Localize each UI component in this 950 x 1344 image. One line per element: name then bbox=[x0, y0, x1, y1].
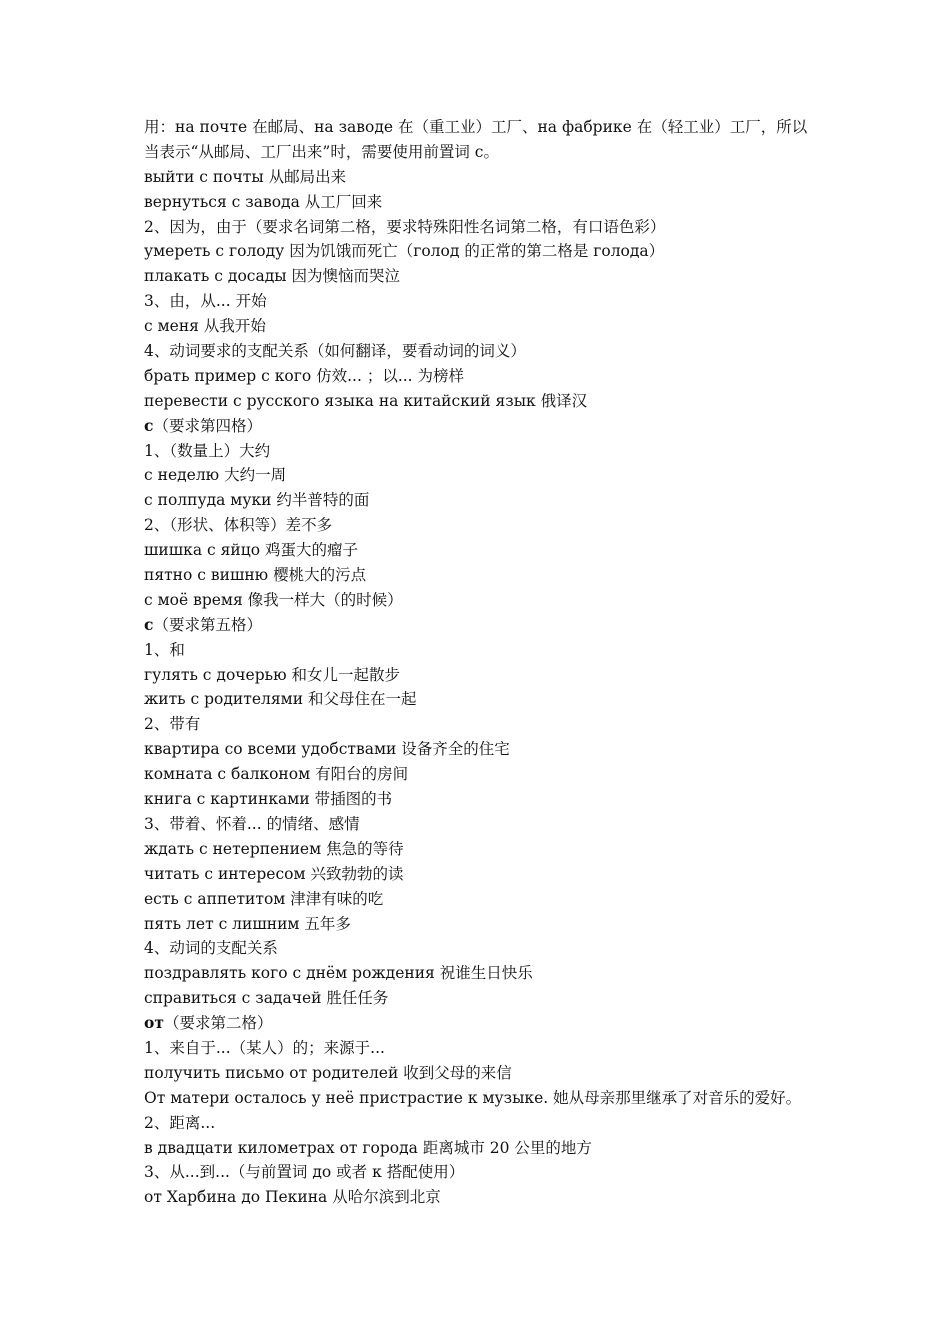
text-line: выйти с почты 从邮局出来 bbox=[144, 167, 347, 186]
text-line: 3、从...到...（与前置词 до 或者 к 搭配使用） bbox=[144, 1163, 465, 1182]
preposition-label: с bbox=[144, 415, 154, 435]
text-line: 2、距离... bbox=[144, 1113, 216, 1132]
text-line: комната с балконом 有阳台的房间 bbox=[144, 765, 409, 784]
text-line: с неделю 大约一周 bbox=[144, 466, 287, 485]
text-line: получить письмо от родителей 收到父母的来信 bbox=[144, 1063, 512, 1082]
text-line: брать пример с кого 仿效... ；以... 为榜样 bbox=[144, 366, 465, 385]
text-line: с полпуда муки 约半普特的面 bbox=[144, 491, 370, 510]
text-line: плакать с досады 因为懊恼而哭泣 bbox=[144, 267, 401, 286]
text-line: перевести с русского языка на китайский язык 俄译汉 bbox=[144, 391, 588, 410]
text-line: умереть с голоду 因为饥饿而死亡（голод 的正常的第二格是 голода） bbox=[144, 242, 665, 261]
text-line: справиться с задачей 胜任任务 bbox=[144, 989, 389, 1008]
text-line: 4、动词要求的支配关系（如何翻译，要看动词的词义） bbox=[144, 342, 526, 361]
text-line: 用：на почте 在邮局、на заводе 在（重工业）工厂、на фабрике 在（轻工业）工厂，所以 bbox=[144, 118, 808, 136]
text-line: с меня 从我开始 bbox=[144, 317, 266, 336]
text-line: есть с аппетитом 津津有味的吃 bbox=[144, 889, 384, 908]
text-line: гулять с дочерью 和女儿一起散步 bbox=[144, 665, 400, 684]
text-line: вернуться с завода 从工厂回来 bbox=[144, 192, 383, 211]
text-line: 4、动词的支配关系 bbox=[144, 939, 278, 958]
text-line: жить с родителями 和父母住在一起 bbox=[144, 690, 417, 709]
text-line: 当表示“从邮局、工厂出来”时，需要使用前置词 с。 bbox=[144, 142, 499, 161]
section-heading: с（要求第四格） bbox=[144, 415, 262, 435]
text-line: 2、因为，由于（要求名词第二格，要求特殊阳性名词第二格，有口语色彩） bbox=[144, 217, 666, 236]
text-line: 3、带着、怀着... 的情绪、感情 bbox=[144, 814, 360, 833]
text-line: книга с картинками 带插图的书 bbox=[144, 790, 393, 809]
preposition-label: от bbox=[144, 1013, 164, 1033]
text-line: в двадцати километрах от города 距离城市 20 公里的地方 bbox=[144, 1138, 592, 1157]
text-line: пятно с вишню 樱桃大的污点 bbox=[144, 566, 367, 585]
text-line: 3、由，从... 开始 bbox=[144, 292, 267, 311]
text-line: 1、（数量上）大约 bbox=[144, 441, 271, 460]
document-body bbox=[144, 115, 824, 1210]
text-line: 2、（形状、体积等）差不多 bbox=[144, 516, 333, 535]
text-line: 1、来自于...（某人）的；来源于... bbox=[144, 1038, 385, 1057]
section-heading: с（要求第五格） bbox=[144, 614, 262, 634]
text-line: пять лет с лишним 五年多 bbox=[144, 914, 351, 933]
text-line: от Харбина до Пекина 从哈尔滨到北京 bbox=[144, 1188, 441, 1207]
text-line: с моё время 像我一样大（的时候） bbox=[144, 590, 403, 609]
text-line: От матери осталось у неё пристрастие к музыке. 她从母亲那里继承了对音乐的爱好。 bbox=[144, 1088, 802, 1107]
section-heading: от（要求第二格） bbox=[144, 1013, 273, 1033]
text-line: шишка с яйцо 鸡蛋大的瘤子 bbox=[144, 541, 358, 560]
preposition-label: с bbox=[144, 614, 154, 634]
text-line: 2、带有 bbox=[144, 715, 201, 734]
text-line: поздравлять кого с днём рождения 祝谁生日快乐 bbox=[144, 964, 533, 983]
text-line: 1、和 bbox=[144, 640, 185, 659]
text-line: читать с интересом 兴致勃勃的读 bbox=[144, 864, 404, 883]
text-line: ждать с нетерпением 焦急的等待 bbox=[144, 839, 404, 858]
text-line: квартира со всеми удобствами 设备齐全的住宅 bbox=[144, 740, 510, 759]
